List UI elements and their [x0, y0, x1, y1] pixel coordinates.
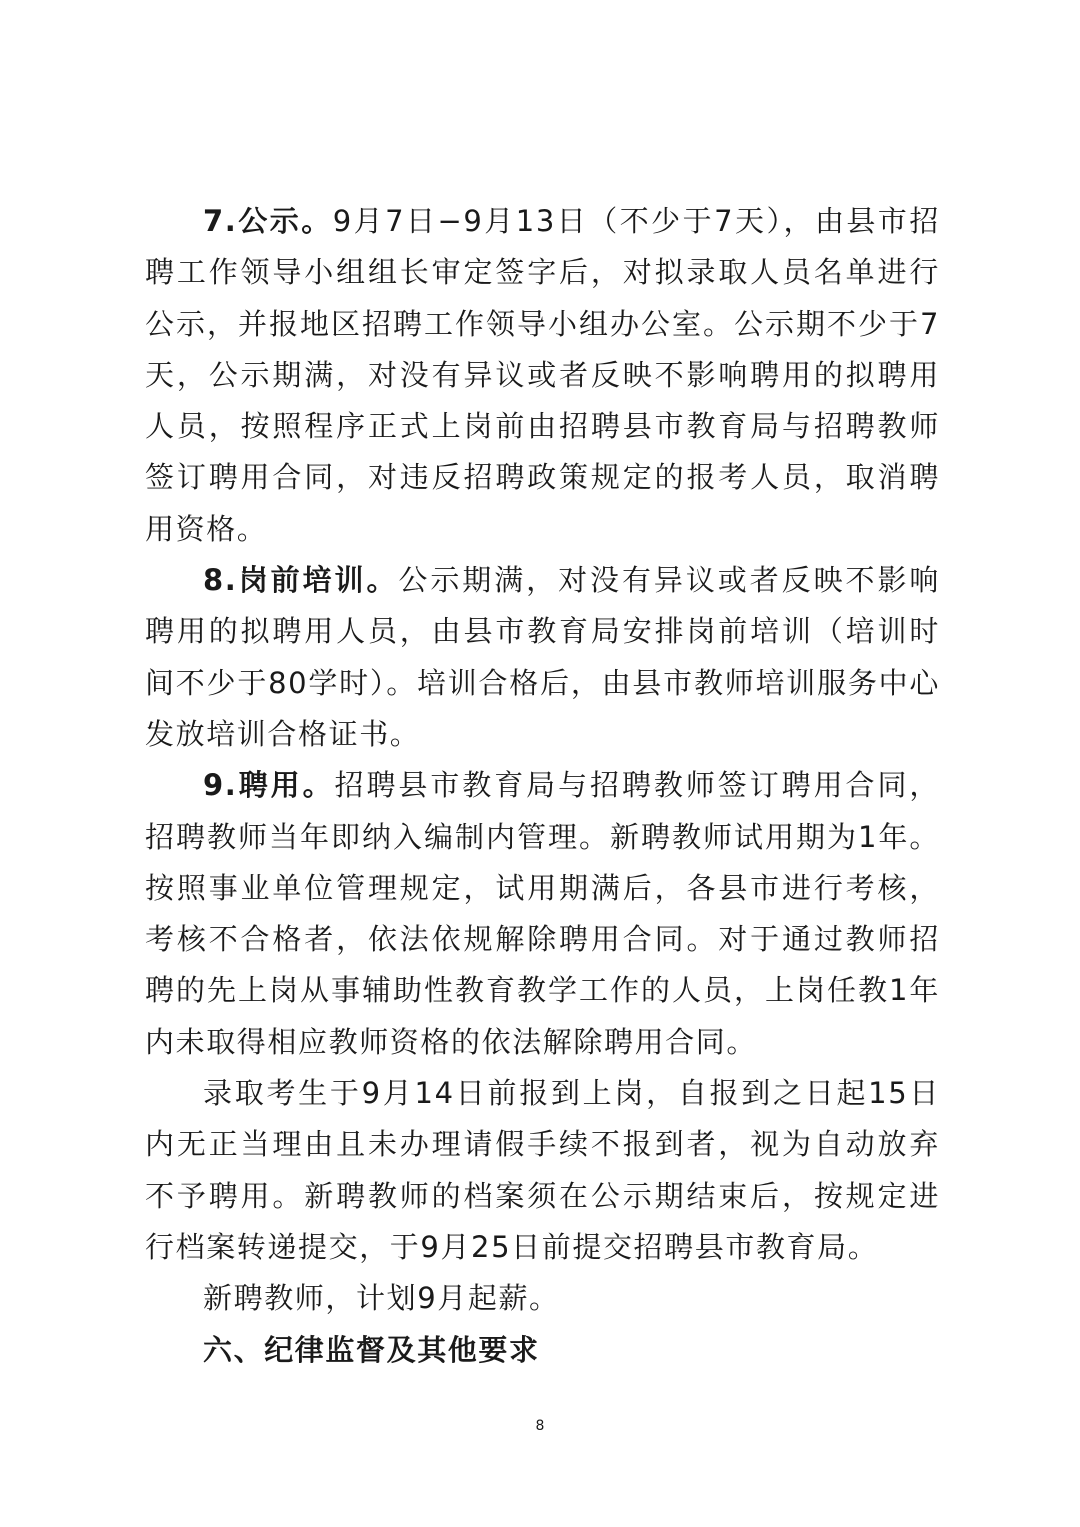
- paragraph-training: [145, 555, 940, 760]
- document-body: [145, 196, 940, 1376]
- paragraph-lead: 8.岗前培训。: [203, 563, 399, 598]
- paragraph-salary: [145, 1273, 940, 1324]
- paragraph-text: 招聘县市教育局与招聘教师签订聘用合同，招聘教师当年即纳入编制内管理。新聘教师试用期为1年。按照事业单位管理规定，试用期满后，各县市进行考核，考核不合格者，依法依规解除聘用合同。对于通过教师招聘的先上岗从事辅助性教育教学工作的人员，上岗任教1年内未取得相应教师资格的依法解除聘用合同。: [145, 768, 940, 1059]
- page-number: 8: [535, 1418, 545, 1434]
- paragraph-text: 9月7日−9月13日（不少于7天），由县市招聘工作领导小组组长审定签字后，对拟录取人员名单进行公示，并报地区招聘工作领导小组办公室。公示期不少于7天，公示期满，对没有异议或者反映不影响聘用的拟聘用人员，按照程序正式上岗前由招聘县市教育局与招聘教师签订聘用合同，对违反招聘政策规定的报考人员，取消聘用资格。: [145, 204, 940, 546]
- paragraph-lead: 7.公示。: [203, 204, 333, 238]
- paragraph-publicity: [145, 196, 940, 555]
- paragraph-reporting: [145, 1068, 940, 1273]
- paragraph-text: 新聘教师，计划9月起薪。: [203, 1281, 560, 1316]
- section-heading: 六、纪律监督及其他要求: [203, 1332, 540, 1367]
- paragraph-text: 录取考生于9月14日前报到上岗，自报到之日起15日内无正当理由且未办理请假手续不报到者，视为自动放弃不予聘用。新聘教师的档案须在公示期结束后，按规定进行档案转递提交，于9月25日前提交招聘县市教育局。: [145, 1076, 940, 1264]
- paragraph-employment: [145, 760, 940, 1068]
- paragraph-lead: 9.聘用。: [203, 768, 335, 803]
- paragraph-text: 公示期满，对没有异议或者反映不影响聘用的拟聘用人员，由县市教育局安排岗前培训（培训时间不少于80学时）。培训合格后，由县市教师培训服务中心发放培训合格证书。: [145, 563, 940, 751]
